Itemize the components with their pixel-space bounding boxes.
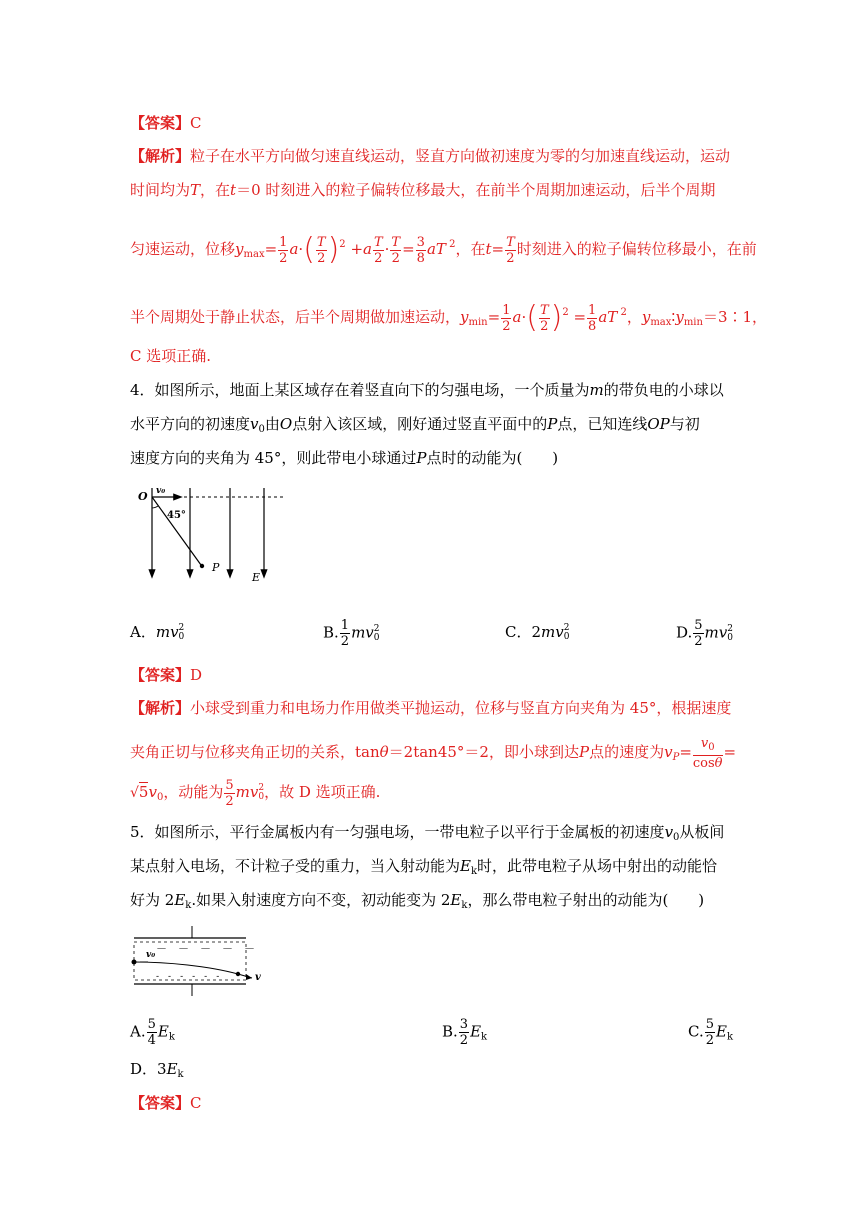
text: 某点射入电场，不计粒子受的重力，当入射动能为 [130, 857, 461, 875]
text: 点的速度为 [589, 743, 665, 761]
text: ，动能为 [163, 783, 224, 801]
q5-stem-line-3: 好为 $2E_k$.如果入射速度方向不变，初动能变为 $2E_k$，那么带电粒子射出的动能为( ) [130, 891, 705, 911]
text: 时间均为 [130, 181, 191, 199]
math-var: P [416, 449, 427, 467]
text: 点时的动能为( ) [426, 449, 559, 467]
point-p [200, 564, 204, 568]
q5-option-c[interactable]: C. $\frac{5}{2}$ $E_k$ [688, 1017, 734, 1048]
fraction: $\frac{T}{2}$ [539, 302, 549, 334]
fraction: $\frac{1}{2}$ [502, 302, 511, 334]
text: 速度方向的夹角为 45°，则此带电小球通过 [130, 449, 417, 467]
label-p: P [212, 561, 220, 574]
option-label: D. [676, 623, 693, 642]
text: 水平方向的初速度 [130, 415, 251, 433]
text: 点射入该区域，刚好通过竖直平面中的 [292, 415, 548, 433]
fraction: $\frac{T}{2}$ [506, 234, 515, 266]
fraction: $\frac{5}{4}$ [147, 1017, 156, 1048]
fraction: $\frac{T}{2}$ [373, 234, 383, 266]
fraction: $\frac{T}{2}$ [391, 234, 401, 266]
text: 由 [264, 415, 280, 433]
op-line [152, 497, 201, 565]
q4-electric-field-figure [128, 482, 293, 602]
text: 时，此带电粒子从场中射出的动能恰 [477, 857, 718, 875]
positive-signs: - - - - - - [156, 972, 220, 982]
fraction: $\frac{T}{2}$ [316, 234, 326, 266]
q4-option-c[interactable]: C．2mv2 0 [505, 623, 570, 642]
q4-stem-line-2: 水平方向的初速度$v_0$由O点射入该区域，刚好通过竖直平面中的P点，已知连线OP与初 [130, 415, 700, 435]
math-var: t [230, 181, 237, 199]
option-label: C．2 [505, 623, 542, 641]
q5-answer [130, 1093, 202, 1113]
text: .如果入射速度方向不变，初动能变为 2 [191, 891, 451, 909]
math-var: OP [647, 415, 670, 433]
text: ＝3∶1， [702, 308, 768, 326]
text: 点，已知连线 [557, 415, 648, 433]
label-v0: v₀ [156, 486, 166, 496]
q3-analysis-line-4: 半个周期处于静止状态，后半个周期做加速运动，$y_{min}=$ $\frac{1}{2}$ a·( $\frac{T}{2}$ )$^2$ = $\frac{1}{8}$ aT $^2$，$y_{max}∶y_{min}=3∶1$， [130, 300, 768, 335]
text: ，故 D 选项正确. [264, 783, 381, 801]
label-o: O [138, 490, 148, 503]
particle-start [132, 960, 137, 965]
option-label: C. [688, 1022, 704, 1041]
answer-label: 【答案】 [130, 1094, 191, 1112]
answer-label: 【答案】 [130, 114, 191, 132]
q3-analysis-line-3: 匀速运动，位移$y_{max}=$ $\frac{1}{2}$ a·( $\frac{T}{2}$ )$^2$ +a $\frac{T}{2}$ · $\frac{T}{2}$ = $\frac{3}{8}$ aT $^2$，在t= $\frac{T}{2}$ 时刻进入的粒子偏转位移最小，在前 [130, 232, 757, 267]
fraction: $\frac{v_0}{\cos\theta}$ [692, 735, 723, 771]
answer-value: D [190, 666, 203, 684]
analysis-text: 小球受到重力和电场力作用做类平抛运动，位移与竖直方向夹角为 45°，根据速度 [190, 699, 732, 717]
angle-arc [152, 506, 158, 508]
answer-value: C [190, 1094, 202, 1112]
text: 4．如图所示，地面上某区域存在着竖直向下的匀强电场，一个质量为 [130, 381, 590, 399]
text: ，那么带电粒子射出的动能为( ) [467, 891, 705, 909]
negative-signs: － － － － － [156, 942, 255, 955]
q3-analysis-line-1 [130, 146, 730, 166]
text: 的带负电的小球以 [603, 381, 724, 399]
label-angle: 45° [167, 510, 186, 521]
q5-stem-line-1: 5．如图所示，平行金属板内有一匀强电场，一带电粒子以平行于金属板的初速度$v_0$从板间 [130, 823, 725, 843]
text: 匀速运动，位移 [130, 240, 236, 258]
option-label: D．3 [130, 1060, 167, 1078]
q4-analysis-line-1 [130, 698, 731, 718]
math-var: T [190, 181, 201, 199]
q5-option-a[interactable]: A. $\frac{5}{4}$ $E_k$ [130, 1017, 175, 1048]
text: 半个周期处于静止状态，后半个周期做加速运动， [130, 308, 461, 326]
option-label: B. [442, 1022, 458, 1041]
math-formula: y [235, 240, 244, 258]
fraction: $\frac{5}{2}$ [225, 777, 234, 809]
option-label: A． [130, 623, 156, 641]
answer-value: C [190, 114, 202, 132]
text: 好为 2 [130, 891, 175, 909]
text: 5．如图所示，平行金属板内有一匀强电场，一带电粒子以平行于金属板的初速度 [130, 823, 665, 841]
option-label: A. [130, 1022, 146, 1041]
exit-arrow-head [246, 974, 252, 980]
option-label: B. [323, 623, 339, 642]
q4-option-b[interactable]: B. $\frac{1}{2}$ mv2 0 [323, 618, 380, 649]
q4-stem-line-1 [130, 380, 724, 400]
text: 时刻进入的粒子偏转位移最小，在前 [516, 240, 757, 258]
analysis-label: 【解析】 [130, 699, 191, 717]
q5-stem-line-2: 某点射入电场，不计粒子受的重力，当入射动能为$E_k$时，此带电粒子从场中射出的动能恰 [130, 857, 718, 877]
text: ＝0 时刻进入的粒子偏转位移最大，在前半个周期加速运动，后半个周期 [236, 181, 716, 199]
text: 与初 [669, 415, 700, 433]
fraction: $\frac{1}{8}$ [588, 302, 597, 334]
math-var: O [279, 415, 293, 433]
math-var: P [547, 415, 558, 433]
q4-answer [130, 665, 202, 685]
text: 从板间 [679, 823, 725, 841]
q3-answer [130, 113, 202, 133]
text: ，在 [200, 181, 231, 199]
q4-analysis-line-3: $√5v_0$，动能为 $\frac{5}{2}$ mv2 0，故 D 选项正确. [130, 777, 381, 809]
fraction: $\frac{3}{8}$ [416, 234, 425, 266]
fraction: $\frac{3}{2}$ [459, 1017, 469, 1048]
q3-analysis-line-5: C 选项正确. [130, 347, 212, 365]
fraction: $\frac{1}{2}$ [340, 618, 350, 649]
text: ，在 [455, 240, 486, 258]
label-v0: v₀ [146, 950, 156, 960]
text: 夹角正切与位移夹角正切的关系，tan [130, 743, 380, 761]
q3-analysis-line-2 [130, 180, 715, 200]
analysis-text: 粒子在水平方向做匀速直线运动，竖直方向做初速度为零的匀加速直线运动，运动 [190, 147, 731, 165]
fraction: $\frac{1}{2}$ [279, 234, 288, 266]
q4-option-a[interactable]: A．mv2 0 [130, 623, 185, 642]
q5-parallel-plates-figure [128, 924, 268, 999]
label-v: v [255, 972, 261, 983]
answer-label: 【答案】 [130, 666, 191, 684]
fraction: $\frac{5}{2}$ [694, 618, 703, 649]
label-e: E [252, 571, 261, 584]
q4-stem-line-3 [130, 448, 558, 468]
fraction: $\frac{5}{2}$ [705, 1017, 714, 1048]
math-var: P [578, 743, 590, 761]
q4-option-d[interactable]: D. $\frac{5}{2}$ mv2 0 [676, 618, 733, 649]
q5-option-d[interactable]: D．$3E_k$ [130, 1060, 184, 1080]
q4-analysis-line-2: 夹角正切与位移夹角正切的关系，tanθ＝2tan45°＝2，即小球到达P点的速度为$v_P=$ $\frac{v_0}{\cos\theta}$ = [130, 735, 737, 771]
analysis-label: 【解析】 [130, 147, 191, 165]
text: ＝2tan45°＝2，即小球到达 [388, 743, 579, 761]
math-var: m [589, 381, 604, 399]
q5-option-b[interactable]: B. $\frac{3}{2}$ $E_k$ [442, 1017, 488, 1048]
